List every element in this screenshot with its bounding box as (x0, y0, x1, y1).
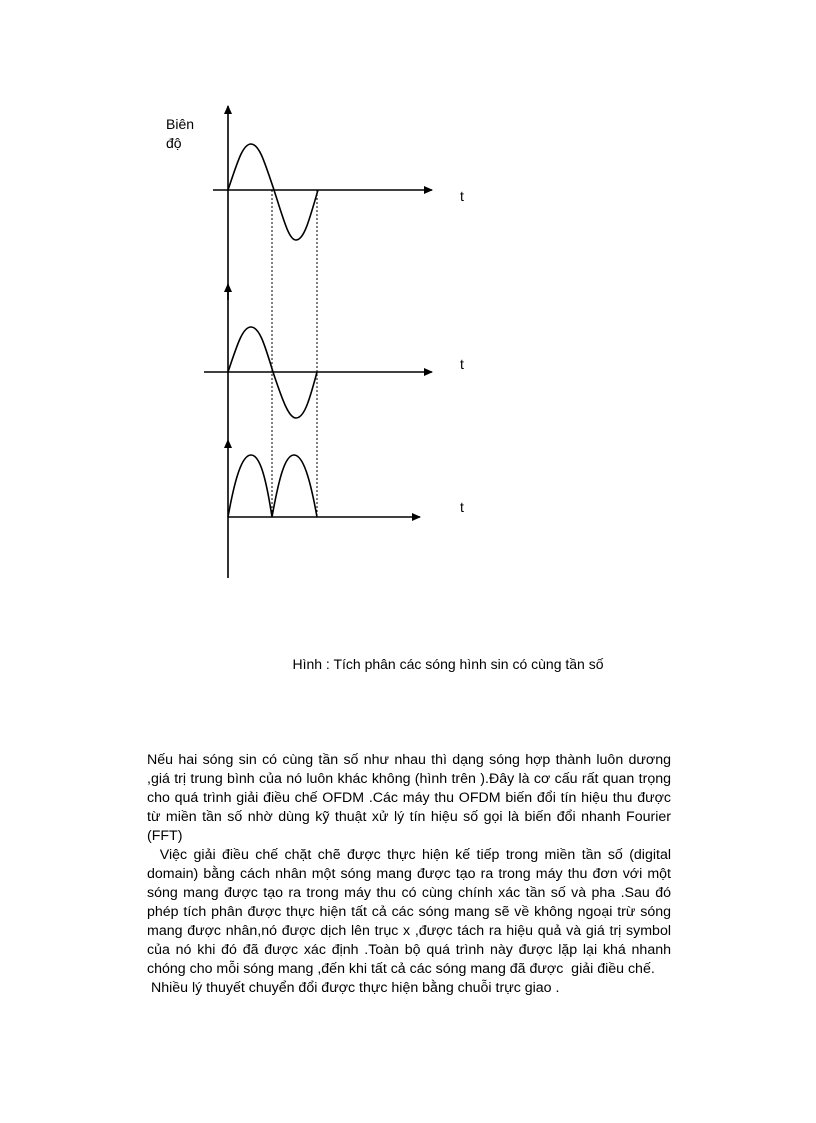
figure-caption: Hình : Tích phân các sóng hình sin có cùng tần số (292, 656, 604, 672)
plot2-time-label: t (460, 356, 464, 372)
plot1-sine-wave (228, 144, 318, 240)
y-axis-label-line2: độ (166, 135, 182, 151)
y-axis-label-line1: Biên (166, 116, 195, 132)
plot3-time-label: t (460, 499, 464, 515)
paragraph-2: Việc giải điều chế chặt chẽ được thực hiện kế tiếp trong miền tần số (digital domain) bằng cách nhân một sóng mang được tạo ra trong máy thu đơn với một sóng mang được tạo ra trong máy thu có cùng chính xác tần số và pha .Sau đó phép tích phân được thực hiện tất cả các sóng mang sẽ về không ngoại trừ sóng mang được nhân,nó được dịch lên trục x ,được tách ra hiệu quả và giá trị symbol của nó khi đó đã được xác định .Toàn bộ quá trình này được lặp lại khá nhanh chóng cho mỗi sóng mang ,đến khi tất cả các sóng mang đã được giải điều chế. (147, 847, 675, 977)
paragraph-1: Nếu hai sóng sin có cùng tần số như nhau thì dạng sóng hợp thành luôn dương ,giá trị trung bình của nó luôn khác không (hình trên ).Đây là cơ cấu rất quan trọng cho quá trình giải điều chế OFDM .Các máy thu OFDM biến đổi tín hiệu thu được từ miền tần số nhờ dùng kỹ thuật xử lý tín hiệu số gọi là biến đổi nhanh Fourier (FFT) (147, 752, 671, 844)
body-text (147, 751, 675, 998)
paragraph-3: Nhiều lý thuyết chuyển đổi được thực hiện bằng chuỗi trực giao . (147, 980, 560, 996)
plot1-time-label: t (460, 188, 464, 204)
